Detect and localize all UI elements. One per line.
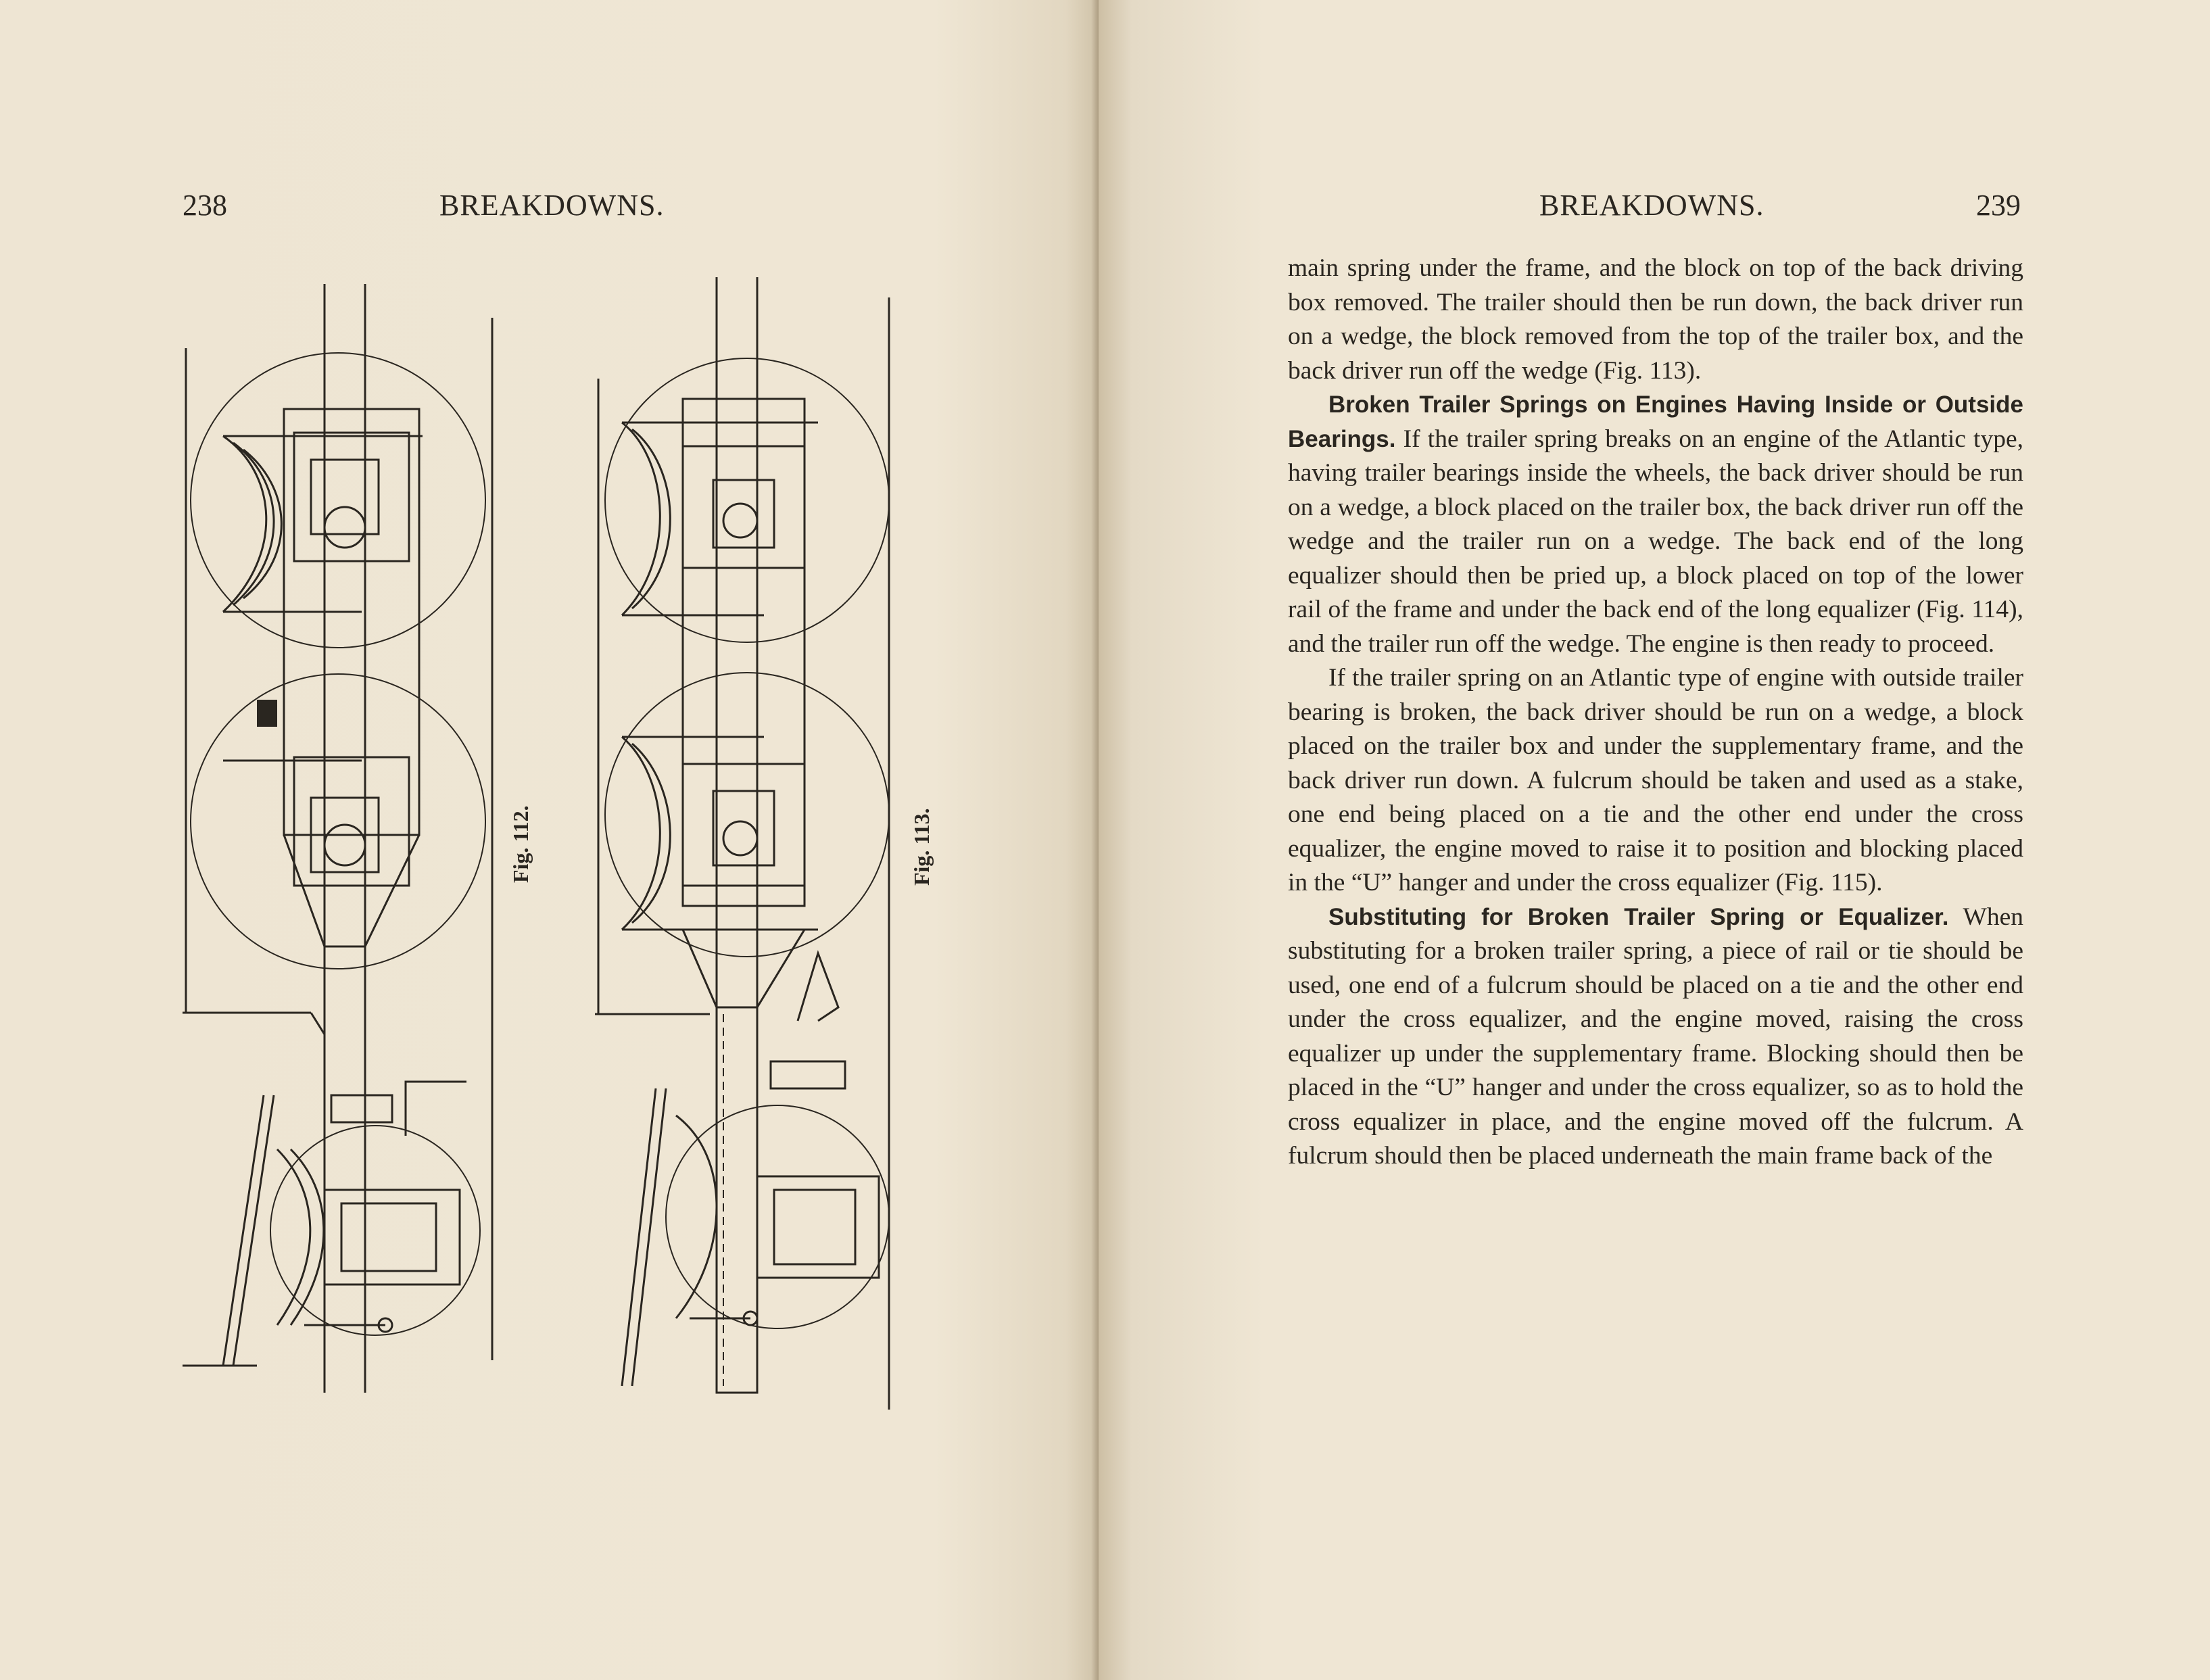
- right-folio: 239: [1976, 189, 2021, 222]
- paragraph-3: If the trailer spring on an Atlantic type of engine with outside trailer bearing is broken, the back driver should be run on a wedge, a block placed on the trailer box and under the supplementary frame, and the back driver run down. A fulcrum should be taken and used as a stake, one end being placed on a tie and the other end under the cross equalizer, the engine moved to raise it to position and blocking placed in the “U” hanger and under the cross equalizer (Fig. 115).: [1288, 664, 2023, 896]
- figure-113-caption: Fig. 113.: [909, 808, 934, 886]
- paragraph-2: [1288, 388, 2023, 661]
- left-folio: 238: [183, 189, 227, 222]
- paragraph-2-text: If the trailer spring breaks on an engine of the Atlantic type, having trailer bearings inside the wheels, the back driver should be run on a wedge, a block placed on the trailer box, the back driver run off the wedge and the trailer run on a wedge. The back end of the long equalizer should then be pried up, a block placed on top of the lower rail of the frame and under the back end of the long equalizer (Fig. 114), and the trailer run off the wedge. The engine is then ready to proceed.: [1288, 425, 2023, 658]
- paragraph-4: [1288, 901, 2023, 1174]
- figure-112-caption: Fig. 112.: [508, 805, 533, 883]
- paragraph-1: main spring under the frame, and the block on top of the back driving box removed. The trailer should then be run down, the back driver run on a wedge, the block removed from the top of the trailer box, and the back driver run off the wedge (Fig. 113).: [1288, 254, 2023, 385]
- left-page: [0, 0, 1099, 1680]
- paragraph-2-heading: Broken Trailer Springs on Engines Having Inside or Outside Bearings.: [1288, 391, 2023, 452]
- left-running-head: BREAKDOWNS.: [439, 189, 665, 222]
- figure-113-drawing: [595, 277, 913, 1413]
- paragraph-4-heading: Substituting for Broken Trailer Spring or Equalizer.: [1328, 903, 1949, 930]
- figure-112-drawing: [183, 270, 507, 1393]
- right-page-body: [1288, 251, 2023, 1174]
- paragraph-4-text: When substituting for a broken trailer spring, a piece of rail or tie should be used, one end of a fulcrum should be placed on a tie and the other end under the cross equalizer, and the engine moved, raising the cross equalizer up under the supplementary frame. Blocking should then be placed in the “U” hanger and under the cross equalizer, so as to hold the cross equalizer in place, and the engine moved off the fulcrum. A fulcrum should then be placed underneath the main frame back of the: [1288, 903, 2023, 1170]
- right-running-head: BREAKDOWNS.: [1539, 189, 1764, 222]
